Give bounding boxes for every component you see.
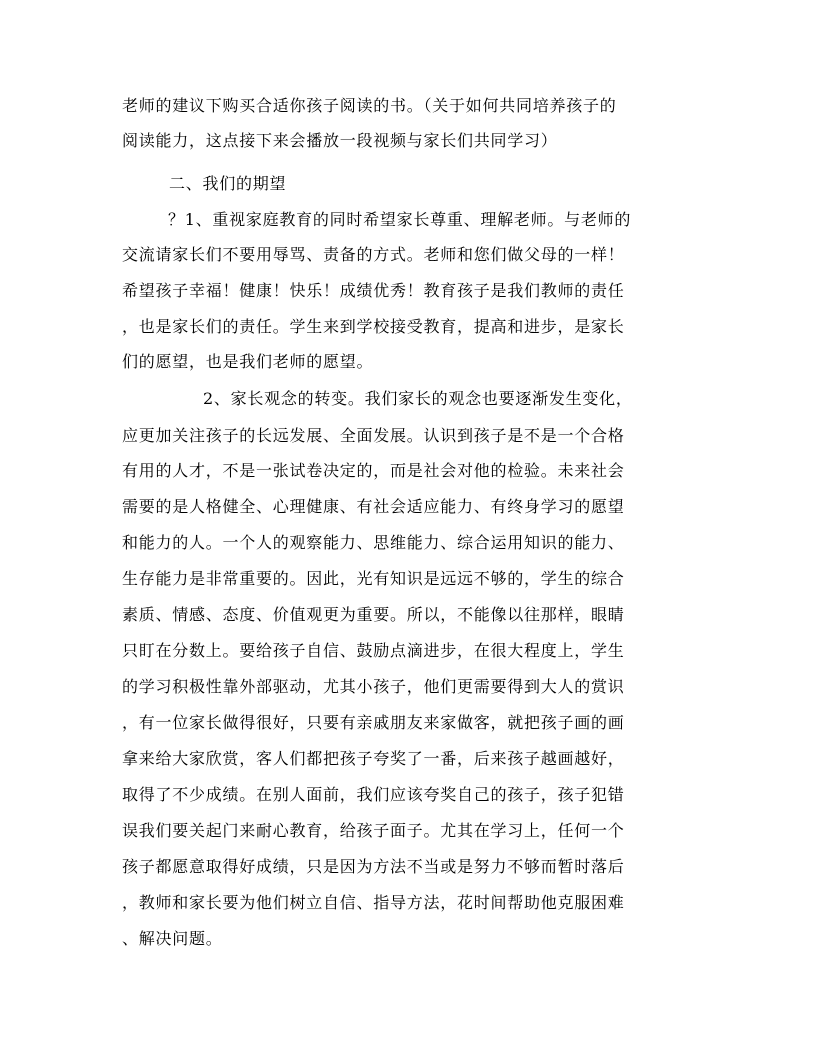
text-line: 取得了不少成绩。在别人面前，我们应该夸奖自己的孩子，孩子犯错 [122, 785, 625, 804]
text-line: 和能力的人。一个人的观察能力、思维能力、综合运用知识的能力、 [122, 533, 625, 552]
text-line: 拿来给大家欣赏，客人们都把孩子夸奖了一番，后来孩子越画越好， [122, 749, 625, 768]
text-line: 、解决问题。 [122, 929, 223, 948]
text-line: 孩子都愿意取得好成绩，只是因为方法不当或是努力不够而暂时落后 [122, 857, 625, 876]
text-line: 老师的建议下购买合适你孩子阅读的书。（关于如何共同培养孩子的 [122, 96, 617, 115]
text-line: 生存能力是非常重要的。因此，光有知识是远远不够的，学生的综合 [122, 569, 625, 588]
text-line: 素质、情感、态度、价值观更为重要。所以，不能像以往那样，眼睛 [122, 605, 625, 624]
text-line: 只盯在分数上。要给孩子自信、鼓励点滴进步，在很大程度上，学生 [122, 641, 625, 660]
text-line: ？1、重视家庭教育的同时希望家长尊重、理解老师。与老师的 [168, 210, 632, 229]
text-line: ，有一位家长做得很好，只要有亲戚朋友来家做客，就把孩子画的画 [122, 713, 625, 732]
text-line: ，教师和家长要为他们树立自信、指导方法，花时间帮助他克服困难 [122, 893, 625, 912]
text-line: ，也是家长们的责任。学生来到学校接受教育，提高和进步，是家长 [122, 317, 625, 336]
text-line: 的学习积极性靠外部驱动，尤其小孩子，他们更需要得到大人的赏识 [122, 677, 625, 696]
section-heading: 二、我们的期望 [169, 174, 287, 193]
text-line: 希望孩子幸福！健康！快乐！成绩优秀！教育孩子是我们教师的责任 [122, 281, 625, 300]
text-line: 阅读能力，这点接下来会播放一段视频与家长们共同学习） [122, 131, 558, 150]
text-line: 误我们要关起门来耐心教育，给孩子面子。尤其在学习上，任何一个 [122, 821, 625, 840]
text-line: 需要的是人格健全、心理健康、有社会适应能力、有终身学习的愿望 [122, 497, 625, 516]
text-line: 交流请家长们不要用辱骂、责备的方式。老师和您们做父母的一样！ [122, 245, 625, 264]
text-line: 们的愿望，也是我们老师的愿望。 [122, 352, 374, 371]
text-line: 有用的人才，不是一张试卷决定的，而是社会对他的检验。未来社会 [122, 461, 625, 480]
text-line: 应更加关注孩子的长远发展、全面发展。认识到孩子是不是一个合格 [122, 426, 625, 445]
text-line: 2、家长观念的转变。我们家长的观念也要逐渐发生变化， [203, 389, 633, 408]
